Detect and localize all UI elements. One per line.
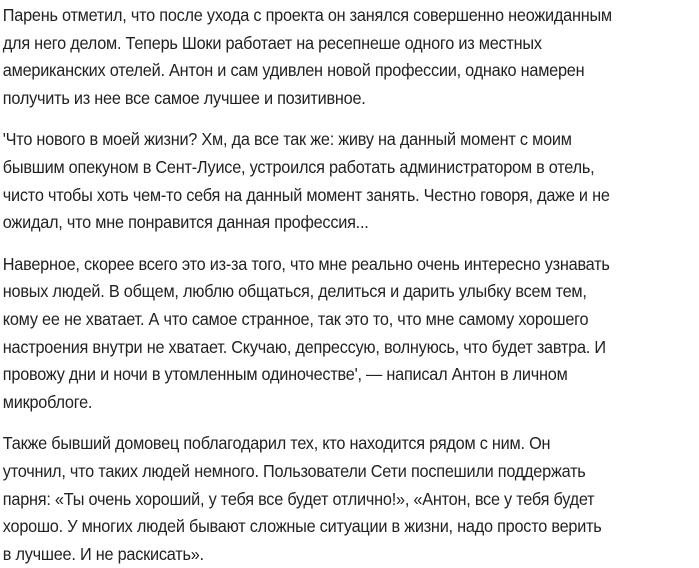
text-line: для него делом. Теперь Шоки работает на ресепнеше одного из местных: [2, 32, 542, 53]
text-line: новых людей. В общем, люблю общаться, делиться и дарить улыбку всем тем,: [2, 281, 587, 302]
paragraph-2-quote: [3, 126, 673, 236]
paragraph-1: [3, 2, 673, 112]
text-line: чисто чтобы хоть чем-то себя на данный момент занять. Честно говоря, даже и не: [2, 184, 610, 205]
text-line: хорошо. У многих людей бывают сложные ситуации в жизни, надо просто верить: [2, 516, 602, 537]
text-line: бывшим опекуном в Сент-Луисе, устроился работать администратором в отель,: [2, 156, 595, 177]
text-line: провожу дни и ночи в утомленным одиночестве', — написал Антон в личном: [2, 364, 568, 385]
text-line: микроблоге.: [2, 391, 93, 412]
text-line: Наверное, скорее всего это из-за того, что мне реально очень интересно узнавать: [2, 253, 610, 274]
text-line: ожидал, что мне понравится данная профессия...: [2, 212, 369, 233]
paragraph-4: [3, 430, 673, 568]
text-line: настроения внутри не хватает. Скучаю, депрессую, волнуюсь, что будет завтра. И: [2, 336, 606, 357]
text-line: в лучшее. И не раскисать».: [2, 543, 204, 564]
text-line: кому ее не хватает. А что самое странное, так это то, что мне самому хорошего: [2, 308, 589, 329]
text-line: Также бывший домовец поблагодарил тех, кто находится рядом с ним. Он: [2, 433, 551, 454]
text-line: Парень отметил, что после ухода с проекта он занялся совершенно неожиданным: [2, 5, 612, 25]
text-line: получить из нее все самое лучшее и позитивное.: [2, 87, 366, 108]
text-line: парня: «Ты очень хороший, у тебя все будет отлично!», «Антон, все у тебя будет: [2, 488, 595, 509]
paragraph-3-quote: [3, 251, 673, 417]
text-line: уточнил, что таких людей немного. Пользователи Сети поспешили поддержать: [2, 460, 586, 481]
text-line: 'Что нового в моей жизни? Хм, да все так же: живу на данный момент с моим: [2, 129, 572, 150]
text-line: американских отелей. Антон и сам удивлен новой профессии, однако намерен: [2, 60, 585, 81]
